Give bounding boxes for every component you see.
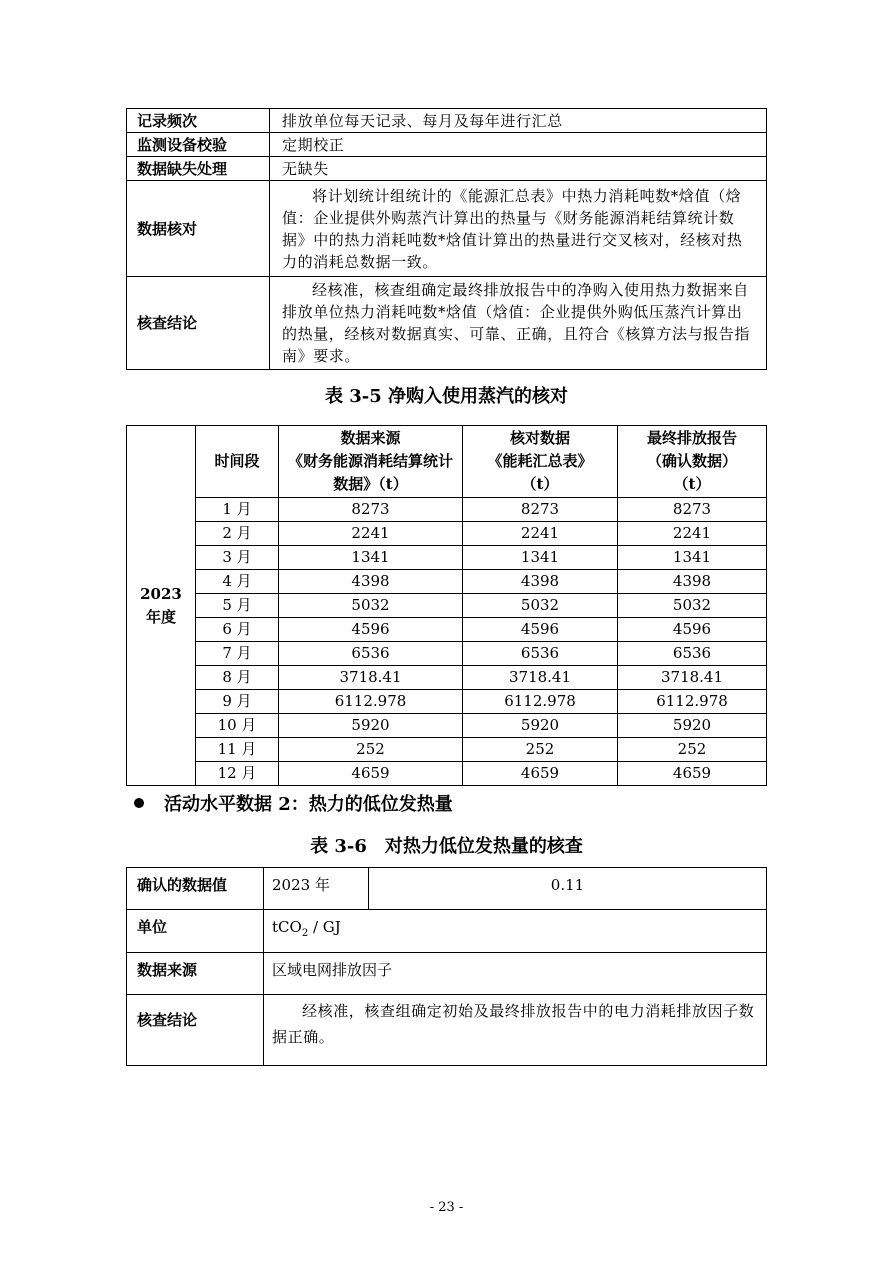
check-header-title: 核对数据	[509, 429, 570, 447]
final-cell: 4398	[618, 570, 767, 594]
table-row	[127, 690, 767, 714]
unit-subscript: 2	[301, 928, 309, 939]
month-cell: 6 月	[196, 618, 279, 642]
month-cell: 9 月	[196, 690, 279, 714]
source-header-detail: 《财务能源消耗结算统计数据》（t）	[287, 452, 453, 493]
unit-suffix: / GJ	[308, 918, 341, 936]
table-row	[127, 618, 767, 642]
check-cell: 4659	[463, 762, 618, 786]
source-cell: 4659	[279, 762, 463, 786]
year-cell	[127, 426, 196, 786]
final-header-title: 最终排放报告	[646, 429, 737, 447]
source-header-title: 数据来源	[340, 429, 401, 447]
final-cell: 2241	[618, 522, 767, 546]
check-cell: 4596	[463, 618, 618, 642]
check-cell: 252	[463, 738, 618, 762]
source-cell: 6112.978	[279, 690, 463, 714]
check-cell: 2241	[463, 522, 618, 546]
unit-value	[264, 910, 767, 953]
verification-detail-table	[126, 108, 767, 370]
table-row	[127, 666, 767, 690]
month-cell: 8 月	[196, 666, 279, 690]
period-header: 时间段	[196, 426, 279, 498]
check-header	[463, 426, 618, 498]
check-conclusion-label: 核查结论	[127, 995, 264, 1066]
table-row	[127, 570, 767, 594]
source-cell: 6536	[279, 642, 463, 666]
year-suffix: 年度	[145, 607, 176, 626]
table-row	[127, 546, 767, 570]
record-frequency-label: 记录频次	[127, 109, 270, 133]
check-cell: 5032	[463, 594, 618, 618]
final-cell: 4596	[618, 618, 767, 642]
bullet-dot-icon	[134, 798, 144, 808]
calibration-value: 定期校正	[270, 133, 767, 157]
heat-value-check-table	[126, 867, 767, 1066]
check-cell: 6536	[463, 642, 618, 666]
month-cell: 5 月	[196, 594, 279, 618]
table-row	[127, 498, 767, 522]
source-header	[279, 426, 463, 498]
bullet-text: 活动水平数据 2：热力的低位发热量	[164, 794, 453, 815]
source-cell: 5920	[279, 714, 463, 738]
table-caption-3-6: 表 3-6 对热力低位发热量的核查	[310, 836, 583, 857]
final-header	[618, 426, 767, 498]
table-row	[127, 762, 767, 786]
unit-prefix: tCO	[272, 918, 302, 936]
unit-label: 单位	[127, 910, 264, 953]
record-frequency-value: 排放单位每天记录、每月及每年进行汇总	[270, 109, 767, 133]
table-row	[127, 714, 767, 738]
final-cell: 5920	[618, 714, 767, 738]
conclusion-label: 核查结论	[127, 277, 270, 370]
conclusion-value: 经核准，核查组确定最终排放报告中的净购入使用热力数据来自排放单位热力消耗吨数*焓值（焓值：企业提供外购低压蒸汽计算出的热量，经核对数据真实、可靠、正确，且符合《核算方法与报告指南》要求。	[270, 277, 767, 370]
final-cell: 1341	[618, 546, 767, 570]
month-cell: 7 月	[196, 642, 279, 666]
month-cell: 12 月	[196, 762, 279, 786]
final-cell: 3718.41	[618, 666, 767, 690]
source-cell: 3718.41	[279, 666, 463, 690]
page-number: - 23 -	[429, 1200, 464, 1215]
final-cell: 4659	[618, 762, 767, 786]
confirmed-value-label: 确认的数据值	[127, 868, 264, 910]
year-label: 2023	[140, 584, 182, 603]
table-row	[127, 594, 767, 618]
check-cell: 5920	[463, 714, 618, 738]
missing-data-label: 数据缺失处理	[127, 157, 270, 181]
data-check-value: 将计划统计组统计的《能源汇总表》中热力消耗吨数*焓值（焓值：企业提供外购蒸汽计算出的热量与《财务能源消耗结算统计数据》中的热力消耗吨数*焓值计算出的热量进行交叉核对，经核对热力的消耗总数据一致。	[270, 181, 767, 277]
check-cell: 4398	[463, 570, 618, 594]
calibration-label: 监测设备校验	[127, 133, 270, 157]
data-source-value: 区域电网排放因子	[264, 953, 767, 995]
source-cell: 5032	[279, 594, 463, 618]
data-check-label: 数据核对	[127, 181, 270, 277]
month-cell: 2 月	[196, 522, 279, 546]
final-header-detail: （确认数据）	[646, 452, 737, 470]
source-cell: 8273	[279, 498, 463, 522]
source-cell: 2241	[279, 522, 463, 546]
confirmed-value: 0.11	[369, 868, 767, 910]
source-cell: 1341	[279, 546, 463, 570]
final-cell: 6536	[618, 642, 767, 666]
steam-check-table	[126, 425, 767, 786]
source-cell: 4398	[279, 570, 463, 594]
source-cell: 4596	[279, 618, 463, 642]
final-cell: 252	[618, 738, 767, 762]
check-cell: 1341	[463, 546, 618, 570]
source-cell: 252	[279, 738, 463, 762]
section-bullet	[134, 790, 453, 816]
check-header-detail: 《能耗汇总表》	[487, 452, 593, 470]
month-cell: 4 月	[196, 570, 279, 594]
data-source-label: 数据来源	[127, 953, 264, 995]
check-cell: 6112.978	[463, 690, 618, 714]
month-cell: 10 月	[196, 714, 279, 738]
month-cell: 1 月	[196, 498, 279, 522]
check-cell: 8273	[463, 498, 618, 522]
final-header-unit: （t）	[673, 475, 711, 493]
missing-data-value: 无缺失	[270, 157, 767, 181]
final-cell: 5032	[618, 594, 767, 618]
check-conclusion-value: 经核准，核查组确定初始及最终排放报告中的电力消耗排放因子数据正确。	[264, 995, 767, 1066]
table-row	[127, 642, 767, 666]
final-cell: 8273	[618, 498, 767, 522]
table-row	[127, 738, 767, 762]
table-caption-3-5: 表 3-5 净购入使用蒸汽的核对	[324, 386, 569, 407]
confirmed-year: 2023 年	[264, 868, 369, 910]
check-cell: 3718.41	[463, 666, 618, 690]
check-header-unit: （t）	[521, 475, 559, 493]
table-row	[127, 522, 767, 546]
final-cell: 6112.978	[618, 690, 767, 714]
month-cell: 3 月	[196, 546, 279, 570]
month-cell: 11 月	[196, 738, 279, 762]
